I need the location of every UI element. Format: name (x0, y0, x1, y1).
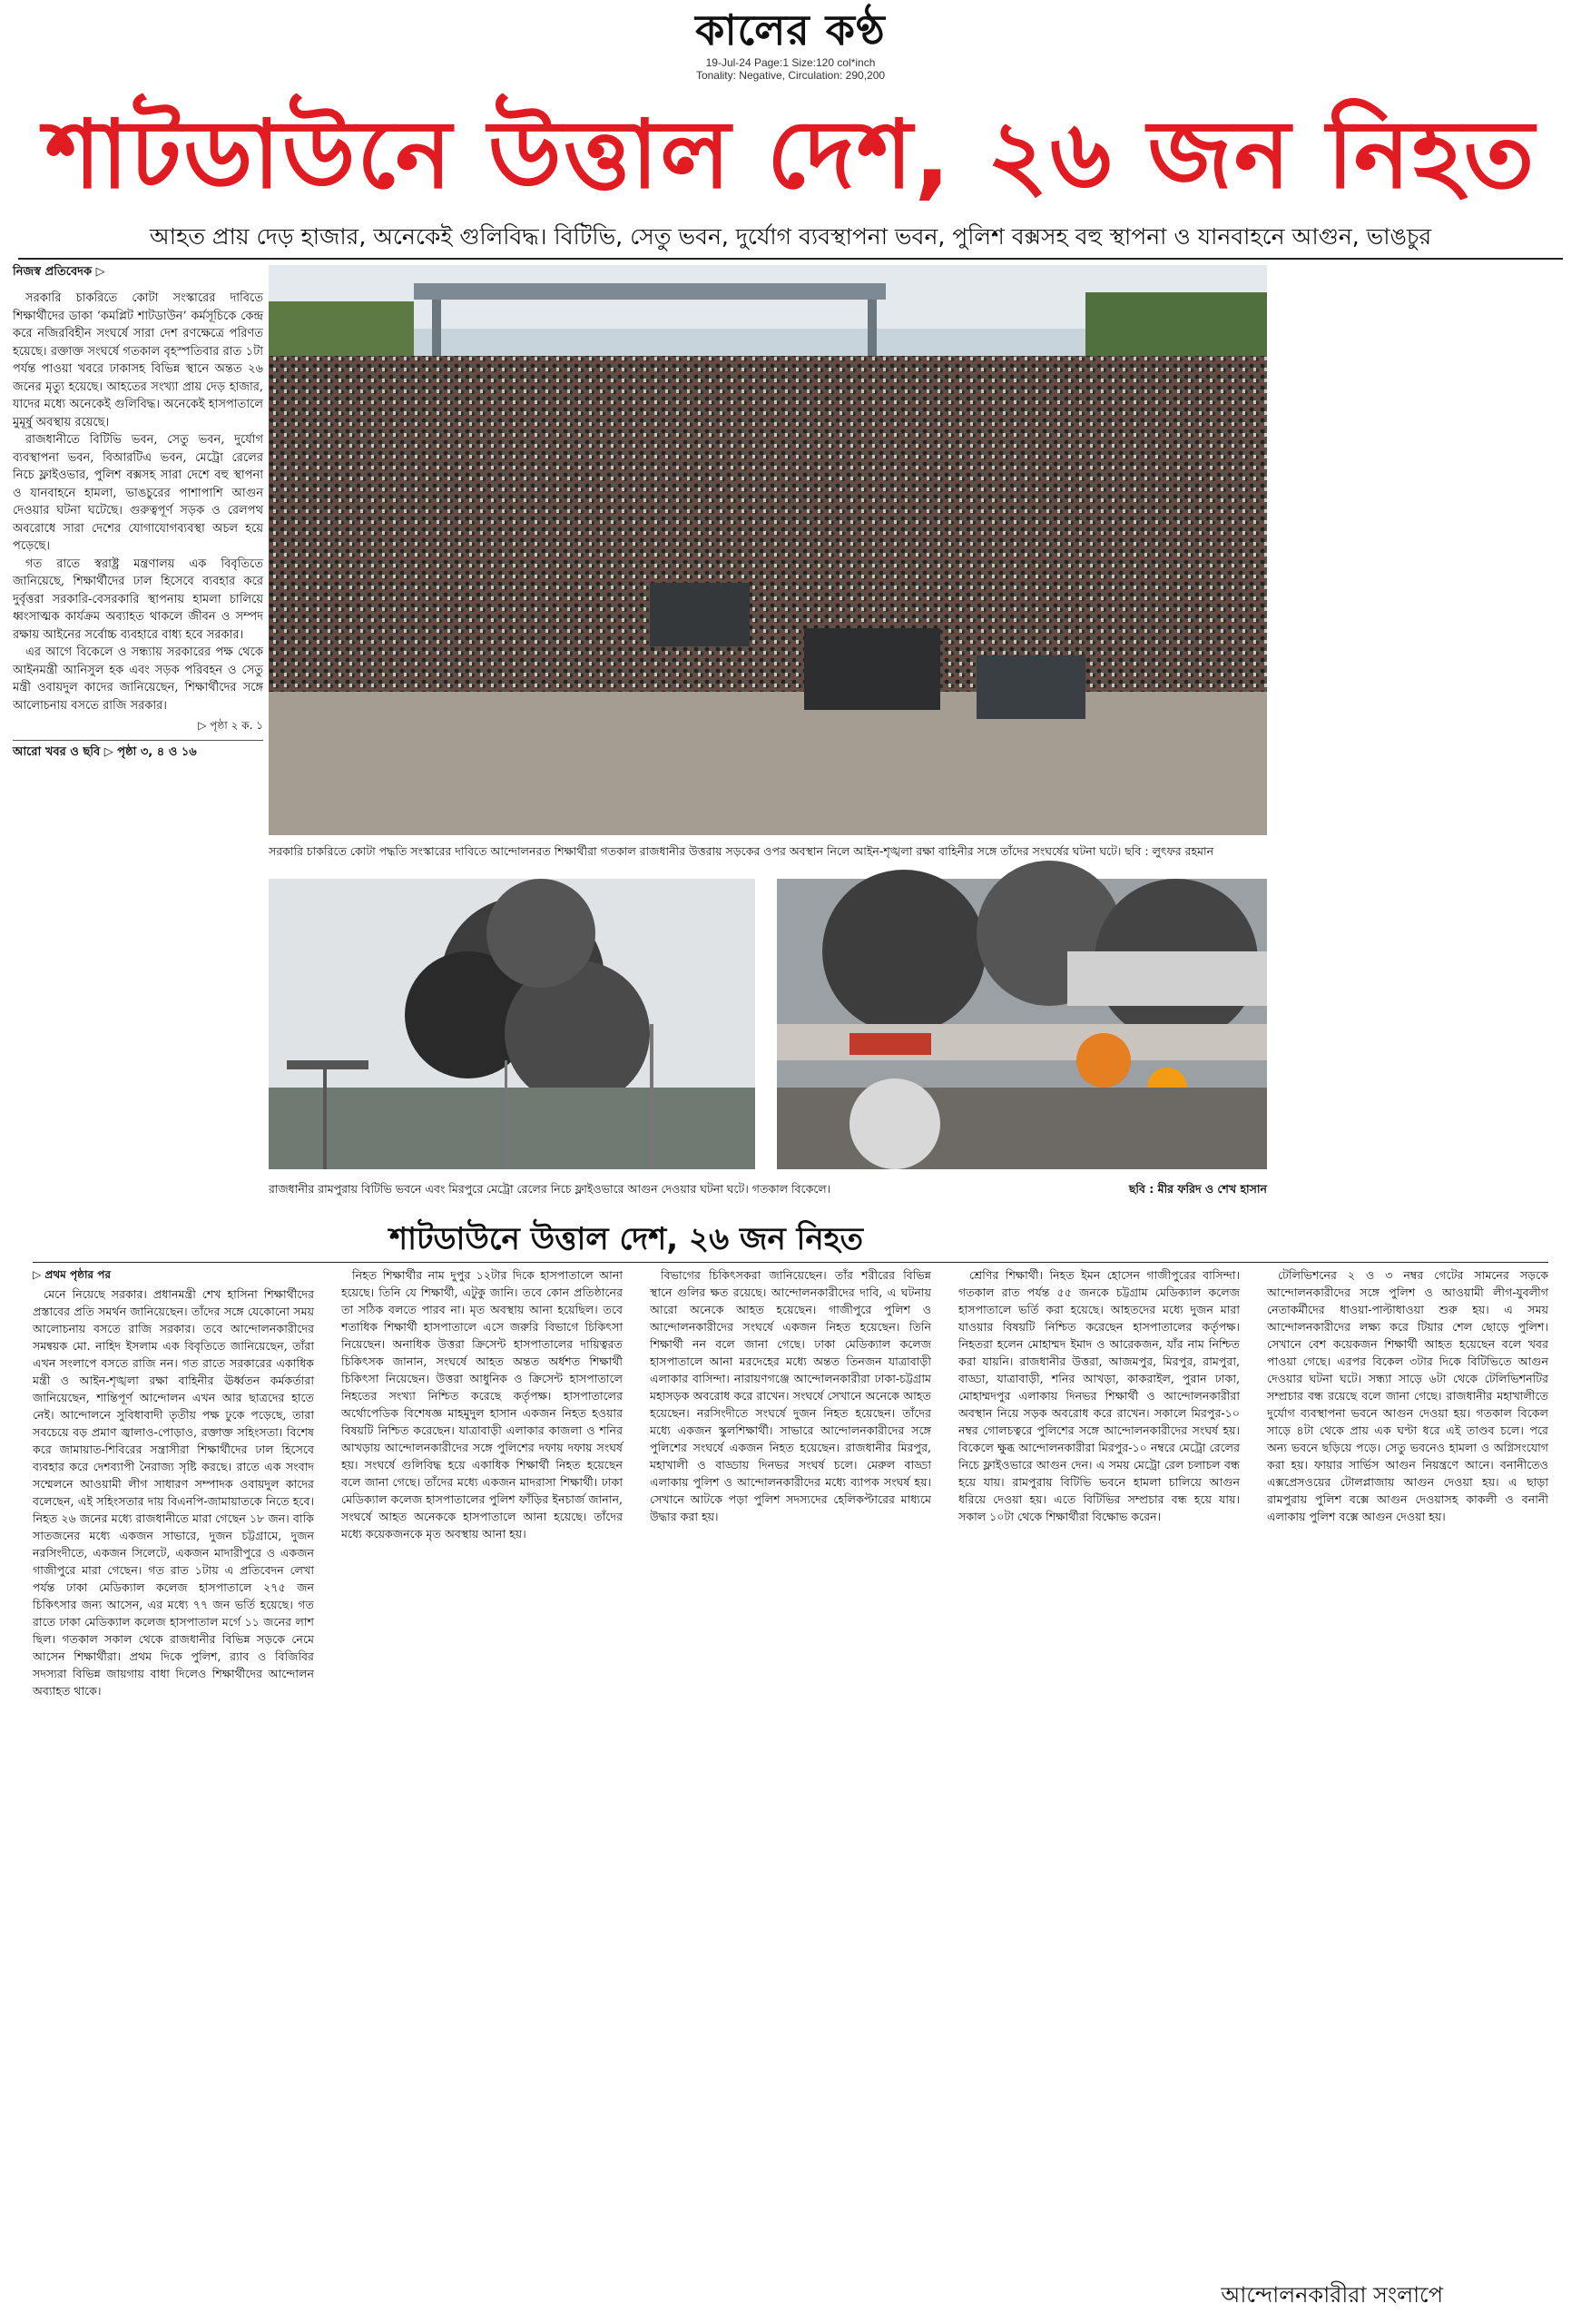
clipping-meta-tonality: Tonality: Negative, Circulation: 290,200 (695, 69, 886, 82)
jump-column (650, 1266, 931, 2274)
jump-lead: ▷ প্রথম পৃষ্ঠার পর (33, 1268, 111, 1281)
photo-metro-flyover-fire (777, 879, 1267, 1169)
jump-column-text: মেনে নিয়েছে সরকার। প্রধানমন্ত্রী শেখ হাসিনা শিক্ষার্থীদের প্রস্তাবের প্রতি সমর্থন জানিয়েছেন। তাঁদের সঙ্গে যেকোনো সময় আলোচনায় বসতে রাজি সরকার। তবে আন্দোলনকারীদের সমন্বয়ক মো. নাহিদ ইসলাম এক বিবৃতিতে জানিয়েছেন, তাঁরা এখন সংলাপে বসতে রাজি নন। গত রাতে সরকারের একাধিক মন্ত্রী ও আইন-শৃঙ্খলা রক্ষা বাহিনীর ঊর্ধ্বতন কর্মকর্তারা জানিয়েছেন, শান্তিপূর্ণ আন্দোলন এখন আর ছাত্রদের হাতে নেই। আন্দোলনে সুবিধাবাদী তৃতীয় পক্ষ ঢুকে পড়েছে, তারা সবচেয়ে বড় প্রমাণ জ্বালাও-পোড়াও, রক্তাক্ত সহিংসতা। বিশেষ করে জামায়াত-শিবিরের সন্ত্রাসীরা শিক্ষার্থীদের ঢাল হিসেবে ব্যবহার করে দেশব্যাপী নৈরাজ্য সৃষ্টি করছে। রাতে এক সংবাদ সম্মেলনে আওয়ামী লীগ সাধারণ সম্পাদক ওবায়দুল কাদের বলেছেন, এই সহিংসতার দায় বিএনপি-জামায়াতকে নিতে হবে। নিহত ২৬ জনের মধ্যে রাজধানীতে মারা গেছেন ১৮ জন। বাকি সাতজনের মধ্যে একজন সাভারে, দুজন চট্টগ্রামে, দুজন নরসিংদীতে, একজন সিলেটে, একজন মাদারীপুরে ও একজন গাজীপুরে মারা গেছেন। গত রাত ১টায় এ প্রতিবেদন লেখা পর্যন্ত ঢাকা মেডিক্যাল কলেজ হাসপাতালে ২৭৫ জন চিকিৎসার জন্য আসেন, এর মধ্যে ৭৭ জন ভর্তি হয়েছে। গত রাতে ঢাকা মেডিক্যাল কলেজ হাসপাতাল মর্গে ১১ জনের লাশ ছিল। গতকাল সকাল থেকে রাজধানীর বিভিন্ন সড়কে নেমে আসেন শিক্ষার্থীরা। প্রথম দিকে পুলিশ, র‍্যাব ও বিজিবির সদস্যরা বিভিন্ন জায়গায় বাধা দিলেও শিক্ষার্থীদের আন্দোলন অব্যাহত থাকে। (33, 1287, 314, 1698)
jump-column-text: শ্রেণির শিক্ষার্থী। নিহত ইমন হোসেন গাজীপুরের বাসিন্দা। গতকাল রাত পর্যন্ত ৫৫ জনকে চট্টগ্রাম মেডিক্যাল কলেজ হাসপাতালে ভর্তি করা হয়েছে। আহতদের মধ্যে দুজন মারা যাওয়ার বিষয়টি নিশ্চিত করেছেন হাসপাতালের কর্তৃপক্ষ। নিহতরা হলেন মোহাম্মদ ইমাদ ও আরেকজন, যাঁর নাম নিশ্চিত করা যায়নি। রাজধানীর উত্তরা, আজমপুর, মিরপুর, রামপুরা, বাড্ডা, যাত্রাবাড়ী, শনির আখড়া, কাকরাইল, পুরান ঢাকা, মোহাম্মদপুর এলাকায় দিনভর শিক্ষার্থী ও আন্দোলনকারীরা অবস্থান নিয়ে সড়ক অবরোধ করে রাখেন। সকালে মিরপুর-১০ নম্বর গোলচত্বরে পুলিশের সঙ্গে আন্দোলনকারীদের সংঘর্ষ হয়। বিকেলে ক্ষুব্ধ আন্দোলনকারীরা মিরপুর-১০ নম্বরে মেট্রো রেলের নিচে ফ্লাইওভারে আগুন দেন। এ সময় মেট্রো রেল চলাচল বন্ধ হয়ে যায়। রামপুরায় বিটিভি ভবনে হামলা চালিয়ে আগুন ধরিয়ে দেওয়া হয়। এতে বিটিভির সম্প্রচার বন্ধ হয়ে যায়। সকাল ১০টা থেকে শিক্ষার্থীরা বিক্ষোভ করেন। (958, 1268, 1240, 1523)
jump-column (341, 1266, 623, 2274)
lead-paragraph: রাজধানীতে বিটিভি ভবন, সেতু ভবন, দুর্যোগ ব্যবস্থাপনা ভবন, বিআরটিএ ভবন, মেট্রো রেলের নিচে ফ্লাইওভার, পুলিশ বক্সসহ সারা দেশে বহু স্থাপনা ও যানবাহনে হামলা, ভাঙচুরের পাশাপাশি আগুন দেওয়ার ঘটনা ঘটেছে। গুরুত্বপূর্ণ সড়ক ও রেলপথ অবরোধে সারা দেশের যোগাযোগব্যবস্থা অচল হয়ে পড়েছে। (13, 433, 263, 553)
lead-paragraph: গত রাতে স্বরাষ্ট্র মন্ত্রণালয় এক বিবৃতিতে জানিয়েছে, শিক্ষার্থীদের ঢাল হিসেবে ব্যবহার করে দুর্বৃত্তরা সরকারি-বেসরকারি স্থাপনায় হামলা চালিয়ে ধ্বংসাত্মক কার্যক্রম অব্যাহত থাকলে জীবন ও সম্পদ রক্ষায় আইনের সর্বোচ্চ ব্যবহারে বাধ্য হবে সরকার। (13, 556, 263, 642)
bottom-photo-caption: রাজধানীর রামপুরায় বিটিভি ভবনে এবং মিরপুরে মেট্রো রেলের নিচে ফ্লাইওভারে আগুন দেওয়ার ঘটনা ঘটে। গতকাল বিকেলে। (269, 1182, 831, 1196)
newspaper-logo: কালের কণ্ঠ (695, 5, 886, 54)
footer-subhead: আন্দোলনকারীরা সংলাপে (1221, 2282, 1443, 2308)
metro-fire-illustration (777, 879, 1267, 1169)
jump-story-columns (33, 1266, 1548, 2274)
main-photo-protest-crowd (269, 265, 1267, 835)
jump-column (33, 1266, 314, 2274)
continued-note: ▷ পৃষ্ঠা ২ ক. ১ (198, 719, 263, 732)
jump-column (1267, 1266, 1548, 2274)
main-photo-caption: সরকারি চাকরিতে কোটা পদ্ধতি সংস্কারের দাবিতে আন্দোলনরত শিক্ষার্থীরা গতকাল রাজধানীর উত্তরায় সড়কের ওপর অবস্থান নিলে আইন-শৃঙ্খলা রক্ষা বাহিনীর সঙ্গে তাঁদের সংঘর্ষের ঘটনা ঘটে। ছবি : লুৎফর রহমান (269, 844, 1214, 858)
jump-column (958, 1266, 1240, 2274)
divider (33, 1262, 1548, 1263)
bottom-photo-credit: ছবি : মীর ফরিদ ও শেখ হাসান (1128, 1182, 1267, 1196)
clipping-meta-date: 19-Jul-24 Page:1 Size:120 col*inch (705, 56, 876, 69)
crowd-illustration (269, 265, 1267, 835)
subheadline: আহত প্রায় দেড় হাজার, অনেকেই গুলিবিদ্ধ। বিটিভি, সেতু ভবন, দুর্যোগ ব্যবস্থাপনা ভবন, পুলিশ বক্সসহ বহু স্থাপনা ও যানবাহনে আগুন, ভাঙচুর (149, 223, 1432, 250)
lead-paragraph: এর আগে বিকেলে ও সন্ধ্যায় সরকারের পক্ষ থেকে আইনমন্ত্রী আনিসুল হক এবং সড়ক পরিবহন ও সেতু মন্ত্রী ওবায়দুল কাদের জানিয়েছেন, শিক্ষার্থীদের সঙ্গে আলোচনায় বসতে রাজি সরকার। (13, 645, 263, 713)
btv-fire-illustration (269, 879, 755, 1169)
divider (18, 258, 1563, 260)
jump-column-text: টেলিভিশনের ২ ও ৩ নম্বর গেটের সামনের সড়কে আন্দোলনকারীদের সঙ্গে পুলিশ ও আওয়ামী লীগ-যুবলীগ নেতাকর্মীদের ধাওয়া-পাল্টাধাওয়া শুরু হয়। এ সময় আন্দোলনকারীদের লক্ষ্য করে টিয়ার শেল ছোড়ে পুলিশ। সেখানে বেশ কয়েকজন শিক্ষার্থী আহত হয়েছেন বলে খবর পাওয়া গেছে। এরপর বিকেল ৩টার দিকে বিটিভিতে আগুন দেওয়ার ঘটনা ঘটে। সন্ধ্যা সাড়ে ৬টা থেকে টেলিভিশনটির সম্প্রচার বন্ধ রয়েছে বলে জানা গেছে। রাজধানীর মহাখালীতে দুর্যোগ ব্যবস্থাপনা ভবনে আগুন দেওয়া হয়। গতকাল বিকেল সাড়ে ৪টা থেকে প্রায় এক ঘণ্টা ধরে এই তাণ্ডব চলে। পরে অন্য ভবনে ছড়িয়ে পড়ে। সেতু ভবনেও হামলা ও অগ্নিসংযোগ করা হয়। ফায়ার সার্ভিস আগুন নিয়ন্ত্রণে আনে। বনানীতেও এক্সপ্রেসওয়ের টোলপ্লাজায় আগুন দেওয়া হয়। এ ছাড়া রামপুরায় পুলিশ বক্সে আগুন দেওয়াসহ কাকলী ও বনানী এলাকায় পুলিশ বক্সে আগুন দেওয়া হয়। (1267, 1268, 1548, 1523)
jump-column-text: বিভাগের চিকিৎসকরা জানিয়েছেন। তাঁর শরীরের বিভিন্ন স্থানে গুলির ক্ষত রয়েছে। আন্দোলনকারীদের দাবি, এ ঘটনায় আরো অনেকে আহত হয়েছেন। গাজীপুরে পুলিশ ও আন্দোলনকারীদের সংঘর্ষে একজন নিহত হয়েছেন। তিনি শিক্ষার্থী নন বলে জানা গেছে। ঢাকা মেডিক্যাল কলেজ হাসপাতালে আনা মরদেহের মধ্যে অন্তত তিনজন যাত্রাবাড়ী এলাকার বাসিন্দা। নারায়ণগঞ্জে আন্দোলনকারীরা ঢাকা-চট্টগ্রাম মহাসড়ক অবরোধ করে রাখেন। সংঘর্ষে সেখানে অনেকে আহত হয়েছেন। নরসিংদীতে সংঘর্ষে দুজন নিহত হয়েছেন। তাঁদের মধ্যে একজন স্কুলশিক্ষার্থী। সাভারে আন্দোলনকারীদের সঙ্গে পুলিশের সংঘর্ষে একজন নিহত হয়েছেন। রাজধানীর মিরপুর, মহাখালী ও বাড্ডায় দিনভর সংঘর্ষ চলে। মেরুল বাড্ডা এলাকায় পুলিশ ও আন্দোলনকারীদের মধ্যে ব্যাপক সংঘর্ষ হয়। সেখানে আটকে পড়া পুলিশ সদস্যদের হেলিকপ্টারের মাধ্যমে উদ্ধার করা হয়। (650, 1268, 931, 1523)
lead-paragraph: সরকারি চাকরিতে কোটা সংস্কারের দাবিতে শিক্ষার্থীদের ডাকা ‘কমপ্লিট শাটডাউন’ কর্মসূচিকে কেন্দ্র করে নজিরবিহীন সংঘর্ষে সারা দেশ রণক্ষেত্রে পরিণত হয়েছে। রক্তাক্ত সংঘর্ষে গতকাল বৃহস্পতিবার রাত ১টা পর্যন্ত পাওয়া খবরে ঢাকাসহ বিভিন্ন স্থানে অন্তত ২৬ জনের মৃত্যু হয়েছে। আহতের সংখ্যা প্রায় দেড় হাজার, যাদের মধ্যে অনেকেই গুলিবিদ্ধ। অনেকেই হাসপাতালে মুমূর্ষু অবস্থায় রয়েছে। (13, 291, 263, 429)
jump-headline: শাটডাউনে উত্তাল দেশ, ২৬ জন নিহত (388, 1221, 863, 1257)
main-headline: শাটডাউনে উত্তাল দেশ, ২৬ জন নিহত (44, 99, 1537, 210)
masthead (0, 0, 1581, 80)
more-news-note: আরো খবর ও ছবি ▷ পৃষ্ঠা ৩, ৪ ও ১৬ (13, 740, 263, 763)
photo-btv-fire (269, 879, 755, 1169)
byline: নিজস্ব প্রতিবেদক ▷ (13, 265, 105, 279)
lead-story-column (13, 263, 263, 759)
jump-column-text: নিহত শিক্ষার্থীর নাম দুপুর ১২টার দিকে হাসপাতালে আনা হয়েছে। তিনি যে শিক্ষার্থী, এটুকু জানি। তবে কোন প্রতিষ্ঠানের তা সঠিক বলতে পারব না। মৃত অবস্থায় আনা হয়েছিল। তবে শতাধিক শিক্ষার্থী হাসপাতালে এসে জরুরি বিভাগে চিকিৎসা নিয়েছেন। অনাধিক উত্তরা ক্রিসেন্ট হাসপাতালের দায়িত্বরত চিকিৎসক জানান, সংঘর্ষে আহত অন্তত অর্ধশত শিক্ষার্থী চিকিৎসা নিয়েছেন। উত্তরা আধুনিক ও ক্রিসেন্ট হাসপাতালে নিহতের সংখ্যা নিশ্চিত করেছে কর্তৃপক্ষ। হাসপাতালের অর্থোপেডিক বিশেষজ্ঞ মাহমুদুল হাসান একজন নিহত হওয়ার বিষয়টি নিশ্চিত করেছেন। যাত্রাবাড়ী এলাকার কাজলা ও শনির আখড়ায় আন্দোলনকারীদের সঙ্গে পুলিশের দফায় দফায় সংঘর্ষ হয়। সংঘর্ষে গুলিবিদ্ধ হয়ে একাধিক শিক্ষার্থী নিহত হয়েছেন বলে জানা গেছে। তাঁদের মধ্যে একজন মাদরাসা শিক্ষার্থী। ঢাকা মেডিক্যাল কলেজ হাসপাতালের পুলিশ ফাঁড়ির ইনচার্জ জানান, সংঘর্ষে আহত অনেককে হাসপাতালে আনা হয়েছে। তাঁদের মধ্যে কয়েকজনকে মৃত অবস্থায় আনা হয়। (341, 1268, 623, 1541)
